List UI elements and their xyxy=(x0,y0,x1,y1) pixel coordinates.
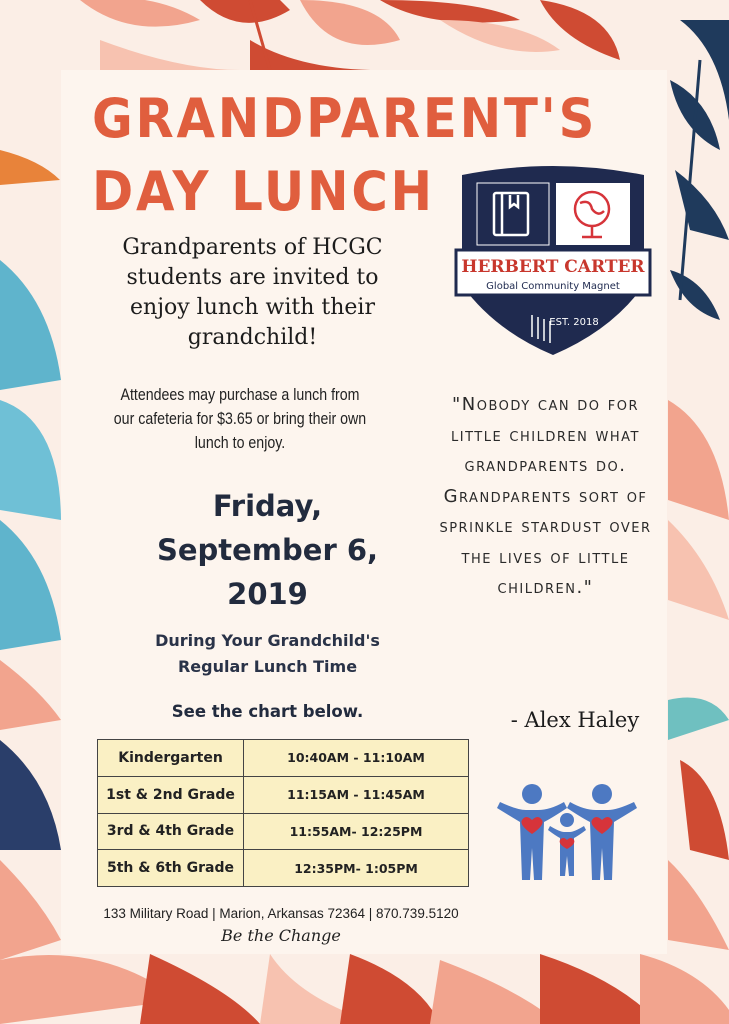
bottom-leaves-icon xyxy=(0,954,729,1024)
title-line-1: GRANDPARENT'S xyxy=(92,87,598,150)
footer-address: 133 Military Road | Marion, Arkansas 72364 | 870.739.5120 xyxy=(103,906,459,921)
family-icon xyxy=(492,780,642,890)
school-logo xyxy=(452,165,654,360)
table-row xyxy=(98,813,469,850)
event-day: Friday, xyxy=(212,489,323,523)
invite-text: Grandparents of HCGC students are invited to enjoy lunch with their grandchild! xyxy=(122,235,383,350)
right-leaves-icon xyxy=(668,20,729,950)
grade-cell: 3rd & 4th Grade xyxy=(98,813,244,850)
footer-motto: Be the Change xyxy=(221,926,341,945)
during-lunch-time xyxy=(95,628,440,680)
logo-name-line-1: HERBERT CARTER xyxy=(461,257,645,277)
lunch-schedule-table xyxy=(97,739,469,887)
time-cell: 10:40AM - 11:10AM xyxy=(244,740,469,777)
table-row xyxy=(98,850,469,887)
time-cell: 11:55AM- 12:25PM xyxy=(244,813,469,850)
table-row xyxy=(98,740,469,777)
time-cell: 11:15AM - 11:45AM xyxy=(244,776,469,813)
logo-est: EST. 2018 xyxy=(549,317,599,328)
during-line-1: During Your Grandchild's xyxy=(155,631,380,650)
top-leaves-icon xyxy=(80,0,620,70)
grade-cell: Kindergarten xyxy=(98,740,244,777)
event-year: 2019 xyxy=(227,577,308,611)
event-date xyxy=(95,484,440,616)
grade-cell: 1st & 2nd Grade xyxy=(98,776,244,813)
grade-cell: 5th & 6th Grade xyxy=(98,850,244,887)
title-line-2: DAY LUNCH xyxy=(92,160,435,223)
time-cell: 12:35PM- 1:05PM xyxy=(244,850,469,887)
quote-author: - Alex Haley xyxy=(510,708,640,732)
left-leaves-icon xyxy=(0,150,61,960)
logo-name-line-2: Global Community Magnet xyxy=(486,281,620,292)
during-line-2: Regular Lunch Time xyxy=(177,657,358,676)
see-chart-text: See the chart below. xyxy=(171,702,364,721)
quote-text: "Nobody can do for little children what grandparents do. Grandparents sort of sprinkle stardust over the lives of little children." xyxy=(439,394,652,598)
event-month-day: September 6, xyxy=(156,533,379,567)
attendees-text: Attendees may purchase a lunch from our cafeteria for $3.65 or bring their own lunch to enjoy. xyxy=(113,386,367,452)
table-row xyxy=(98,776,469,813)
